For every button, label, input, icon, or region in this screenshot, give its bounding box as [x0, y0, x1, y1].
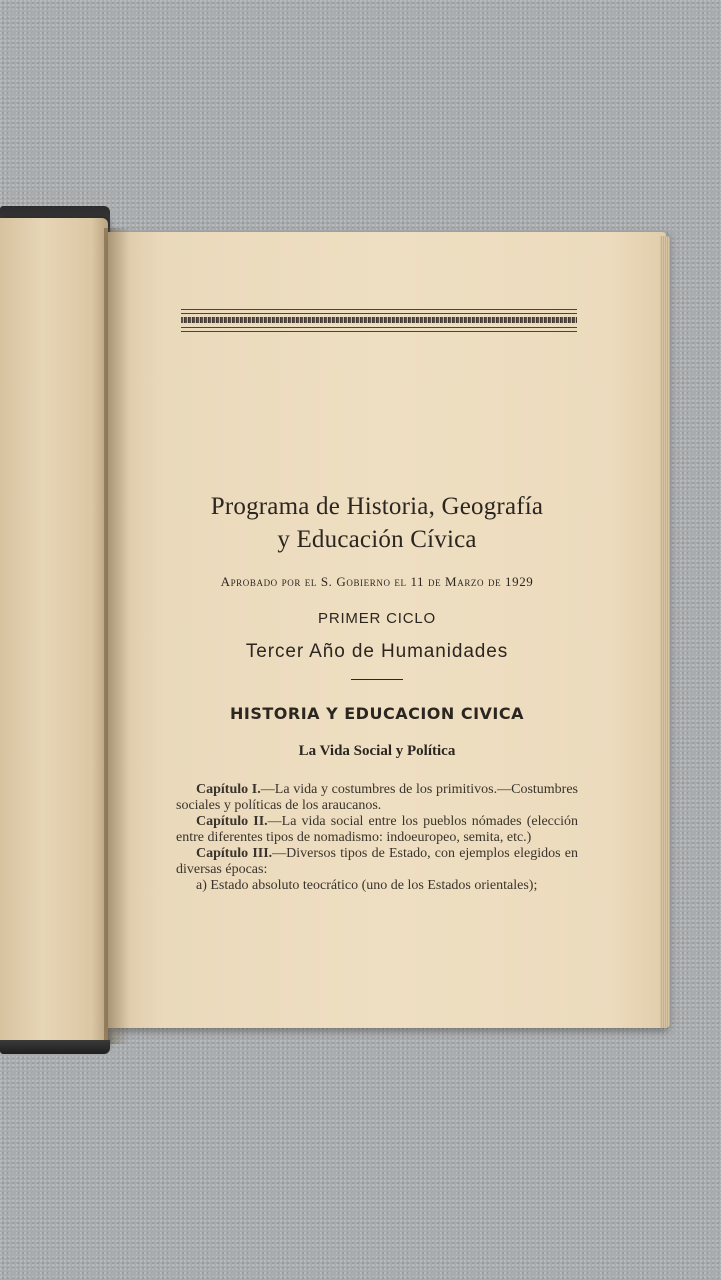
- chapter-3-label: Capítulo III.: [196, 846, 273, 861]
- cycle-label: PRIMER CICLO: [318, 610, 436, 627]
- section-heading: HISTORIA Y EDUCACION CIVICA: [229, 704, 524, 723]
- gutter-shadow: [104, 228, 130, 1044]
- item-a: a) Estado absoluto teocrático (uno de los Estados orientales);: [196, 878, 538, 893]
- chapter-2-label: Capítulo II.: [196, 814, 268, 829]
- chapter-1: [176, 782, 578, 814]
- approval-line: Aprobado por el S. Gobierno el 11 de Marzo de 1929: [220, 574, 534, 589]
- title-line-1: Programa de Historia, Geografía: [210, 493, 544, 520]
- left-page: [0, 218, 108, 1050]
- chapter-list: [176, 782, 578, 894]
- page-text: [176, 490, 578, 894]
- subheading: La Vida Social y Política: [298, 743, 456, 759]
- document-title: [176, 490, 578, 556]
- chapter-2-text: —La vida social entre los pueblos nómades (elección entre diferentes tipos de nomadismo: indoeuropeo, semita, etc.): [176, 814, 578, 845]
- title-line-2: y Educación Cívica: [277, 526, 477, 553]
- year-label: Tercer Año de Humanidades: [245, 641, 509, 662]
- chapter-3-text: —Diversos tipos de Estado, con ejemplos elegidos en diversas épocas:: [176, 846, 578, 877]
- divider-rule: [351, 679, 403, 680]
- chapter-2: [176, 814, 578, 846]
- header-ornament: [181, 306, 577, 334]
- chapter-1-label: Capítulo I.: [196, 782, 261, 797]
- chapter-1-text: —La vida y costumbres de los primitivos.—Costumbres sociales y políticas de los araucanos.: [176, 782, 578, 813]
- chapter-3: [176, 846, 578, 878]
- page-edge: [660, 236, 670, 1028]
- binding-bottom: [0, 1040, 110, 1054]
